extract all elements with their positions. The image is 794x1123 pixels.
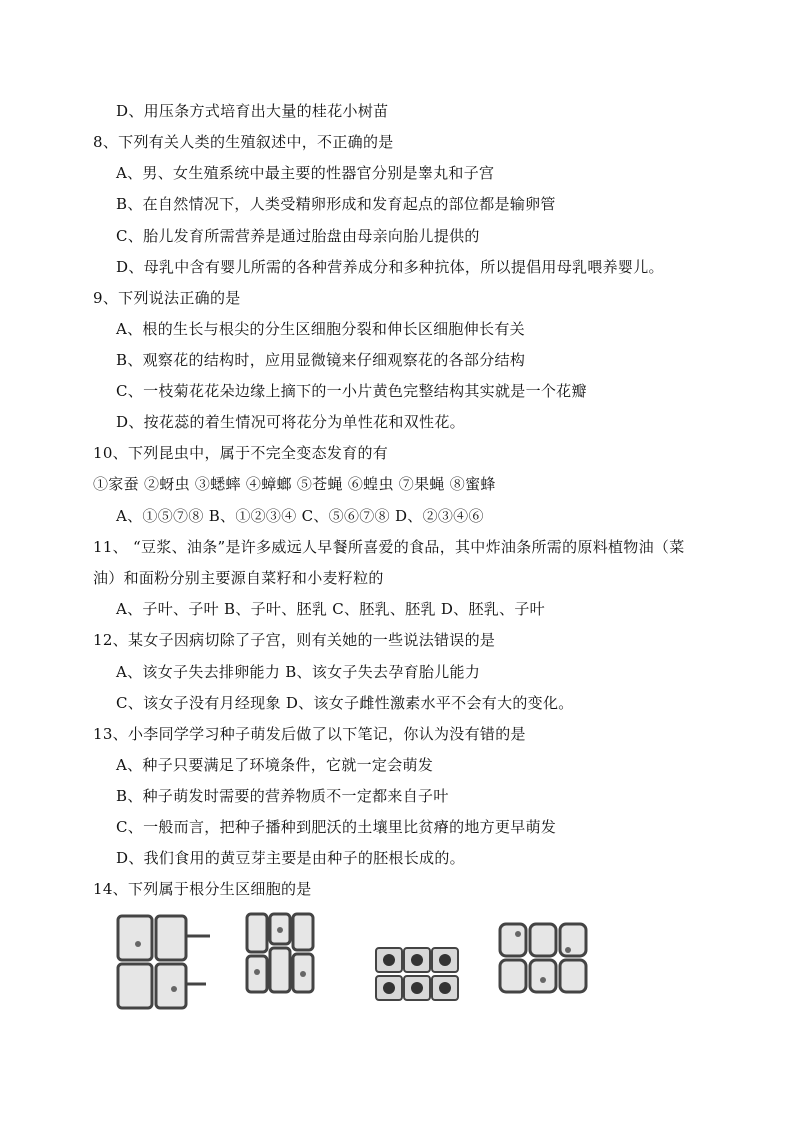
q7-option-d: D、用压条方式培育出大量的桂花小树苗 (116, 102, 389, 120)
q8-stem: 8、下列有关人类的生殖叙述中，不正确的是 (93, 133, 394, 151)
q9-stem: 9、下列说法正确的是 (93, 289, 241, 307)
q9-option-c: C、一枝菊花花朵边缘上摘下的一小片黄色完整结构其实就是一个花瓣 (116, 382, 587, 400)
q12-stem: 12、某女子因病切除了子宫，则有关她的一些说法错误的是 (93, 631, 496, 649)
q13-option-c: C、一般而言，把种子播种到肥沃的土壤里比贫瘠的地方更早萌发 (116, 818, 557, 836)
meristem-cells-figure (374, 946, 460, 1002)
q11-stem-line1: 11、 “豆浆、油条”是许多威远人早餐所喜爱的食品，其中炸油条所需的原料植物油（菜 (93, 538, 685, 556)
q12-options-ab: A、该女子失去排卵能力 B、该女子失去孕育胎儿能力 (116, 663, 481, 681)
q14-figures (0, 912, 794, 1022)
q10-stem: 10、下列昆虫中，属于不完全变态发育的有 (93, 444, 389, 462)
q13-option-b: B、种子萌发时需要的营养物质不一定都来自子叶 (116, 787, 449, 805)
q10-insect-list: ①家蚕 ②蚜虫 ③蟋蟀 ④蟑螂 ⑤苍蝇 ⑥蝗虫 ⑦果蝇 ⑧蜜蜂 (93, 475, 496, 493)
q12-options-cd: C、该女子没有月经现象 D、该女子雌性激素水平不会有大的变化。 (116, 694, 574, 712)
q14-stem: 14、下列属于根分生区细胞的是 (93, 880, 312, 898)
elongation-zone-cells-figure (245, 912, 317, 996)
q13-stem: 13、小李同学学习种子萌发后做了以下笔记，你认为没有错的是 (93, 725, 526, 743)
q8-option-c: C、胎儿发育所需营养是通过胎盘由母亲向胎儿提供的 (116, 227, 480, 245)
q9-option-b: B、观察花的结构时，应用显微镜来仔细观察花的各部分结构 (116, 351, 526, 369)
q8-option-a: A、男、女生殖系统中最主要的性器官分别是睾丸和子宫 (116, 164, 495, 182)
q8-option-d: D、母乳中含有婴儿所需的各种营养成分和多种抗体，所以提倡用母乳喂养婴儿。 (116, 258, 664, 276)
q11-options: A、子叶、子叶 B、子叶、胚乳 C、胚乳、胚乳 D、胚乳、子叶 (116, 600, 545, 618)
q9-option-a: A、根的生长与根尖的分生区细胞分裂和伸长区细胞伸长有关 (116, 320, 525, 338)
root-hair-cells-figure (116, 914, 216, 1012)
q8-option-b: B、在自然情况下，人类受精卵形成和发育起点的部位都是输卵管 (116, 195, 556, 213)
q13-option-a: A、种子只要满足了环境条件，它就一定会萌发 (116, 756, 434, 774)
q10-options: A、①⑤⑦⑧ B、①②③④ C、⑤⑥⑦⑧ D、②③④⑥ (116, 507, 484, 525)
mature-cells-figure (498, 922, 590, 996)
q9-option-d: D、按花蕊的着生情况可将花分为单性花和双性花。 (116, 413, 465, 431)
q11-stem-line2: 油）和面粉分别主要源自菜籽和小麦籽粒的 (93, 569, 384, 587)
q13-option-d: D、我们食用的黄豆芽主要是由种子的胚根长成的。 (116, 849, 465, 867)
